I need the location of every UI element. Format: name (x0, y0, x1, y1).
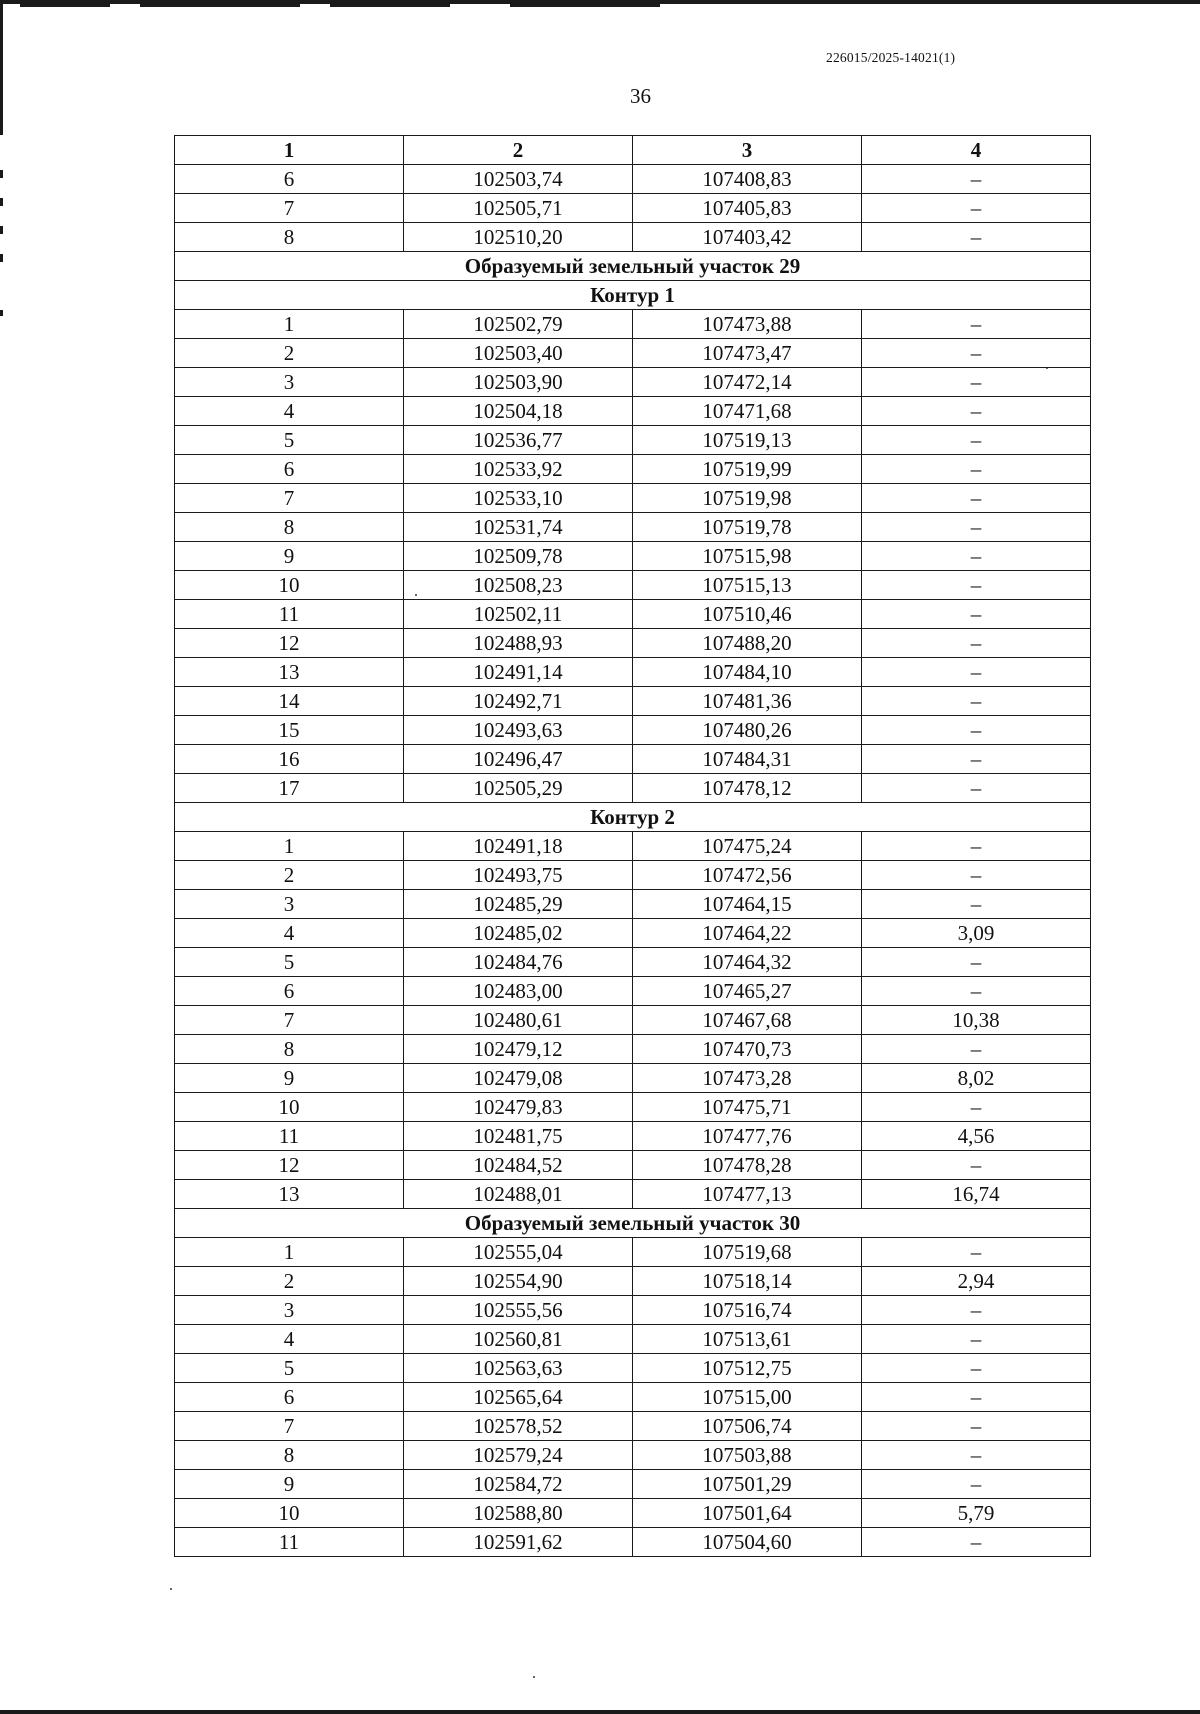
x-coordinate-cell: 102555,04 (404, 1238, 633, 1267)
value-cell: – (862, 310, 1091, 339)
y-coordinate-cell: 107405,83 (633, 194, 862, 223)
value-cell: – (862, 426, 1091, 455)
table-row (175, 687, 1091, 716)
y-coordinate-cell: 107477,13 (633, 1180, 862, 1209)
scan-artifact (140, 4, 300, 7)
coordinates-table (174, 135, 1091, 1557)
point-number-cell: 15 (175, 716, 404, 745)
point-number-cell: 1 (175, 1238, 404, 1267)
value-cell: – (862, 513, 1091, 542)
table-row (175, 455, 1091, 484)
y-coordinate-cell: 107480,26 (633, 716, 862, 745)
value-cell: – (862, 1383, 1091, 1412)
y-coordinate-cell: 107478,12 (633, 774, 862, 803)
section-title: Образуемый земельный участок 30 (175, 1209, 1091, 1238)
table-row (175, 368, 1091, 397)
point-number-cell: 10 (175, 571, 404, 600)
table-row (175, 1528, 1091, 1557)
point-number-cell: 3 (175, 1296, 404, 1325)
table-row (175, 745, 1091, 774)
x-coordinate-cell: 102563,63 (404, 1354, 633, 1383)
scan-artifact (0, 226, 3, 234)
column-header: 3 (633, 136, 862, 165)
x-coordinate-cell: 102531,74 (404, 513, 633, 542)
y-coordinate-cell: 107464,22 (633, 919, 862, 948)
point-number-cell: 7 (175, 484, 404, 513)
section-row (175, 252, 1091, 281)
value-cell: – (862, 368, 1091, 397)
table-row (175, 1354, 1091, 1383)
value-cell: – (862, 1528, 1091, 1557)
point-number-cell: 10 (175, 1093, 404, 1122)
x-coordinate-cell: 102510,20 (404, 223, 633, 252)
section-title: Контур 2 (175, 803, 1091, 832)
y-coordinate-cell: 107467,68 (633, 1006, 862, 1035)
x-coordinate-cell: 102491,18 (404, 832, 633, 861)
value-cell: – (862, 658, 1091, 687)
value-cell: – (862, 165, 1091, 194)
value-cell: – (862, 861, 1091, 890)
table-row (175, 513, 1091, 542)
point-number-cell: 8 (175, 513, 404, 542)
point-number-cell: 9 (175, 1064, 404, 1093)
table-row (175, 861, 1091, 890)
point-number-cell: 8 (175, 1441, 404, 1470)
y-coordinate-cell: 107470,73 (633, 1035, 862, 1064)
y-coordinate-cell: 107464,32 (633, 948, 862, 977)
point-number-cell: 7 (175, 194, 404, 223)
table-row (175, 600, 1091, 629)
x-coordinate-cell: 102579,24 (404, 1441, 633, 1470)
x-coordinate-cell: 102503,74 (404, 165, 633, 194)
table-row (175, 716, 1091, 745)
x-coordinate-cell: 102491,14 (404, 658, 633, 687)
point-number-cell: 3 (175, 890, 404, 919)
y-coordinate-cell: 107504,60 (633, 1528, 862, 1557)
point-number-cell: 9 (175, 1470, 404, 1499)
scan-artifact (20, 4, 110, 7)
y-coordinate-cell: 107471,68 (633, 397, 862, 426)
value-cell: – (862, 542, 1091, 571)
table-row (175, 542, 1091, 571)
x-coordinate-cell: 102485,29 (404, 890, 633, 919)
value-cell: – (862, 484, 1091, 513)
y-coordinate-cell: 107477,76 (633, 1122, 862, 1151)
document-number: 226015/2025-14021(1) (826, 50, 956, 65)
point-number-cell: 7 (175, 1412, 404, 1441)
y-coordinate-cell: 107519,13 (633, 426, 862, 455)
x-coordinate-cell: 102504,18 (404, 397, 633, 426)
y-coordinate-cell: 107481,36 (633, 687, 862, 716)
value-cell: – (862, 1412, 1091, 1441)
value-cell: – (862, 977, 1091, 1006)
value-cell: 16,74 (862, 1180, 1091, 1209)
table-row (175, 1122, 1091, 1151)
table-row (175, 832, 1091, 861)
table-row (175, 1383, 1091, 1412)
point-number-cell: 14 (175, 687, 404, 716)
value-cell: – (862, 1470, 1091, 1499)
value-cell: – (862, 455, 1091, 484)
x-coordinate-cell: 102578,52 (404, 1412, 633, 1441)
y-coordinate-cell: 107515,98 (633, 542, 862, 571)
value-cell: – (862, 1238, 1091, 1267)
point-number-cell: 12 (175, 629, 404, 658)
point-number-cell: 2 (175, 339, 404, 368)
y-coordinate-cell: 107478,28 (633, 1151, 862, 1180)
y-coordinate-cell: 107465,27 (633, 977, 862, 1006)
x-coordinate-cell: 102533,92 (404, 455, 633, 484)
table-row (175, 310, 1091, 339)
value-cell: 10,38 (862, 1006, 1091, 1035)
value-cell: – (862, 745, 1091, 774)
point-number-cell: 6 (175, 165, 404, 194)
x-coordinate-cell: 102488,93 (404, 629, 633, 658)
table-row (175, 1151, 1091, 1180)
point-number-cell: 6 (175, 977, 404, 1006)
x-coordinate-cell: 102502,11 (404, 600, 633, 629)
value-cell: – (862, 223, 1091, 252)
point-number-cell: 4 (175, 919, 404, 948)
x-coordinate-cell: 102554,90 (404, 1267, 633, 1296)
point-number-cell: 4 (175, 397, 404, 426)
value-cell: – (862, 1093, 1091, 1122)
x-coordinate-cell: 102483,00 (404, 977, 633, 1006)
point-number-cell: 6 (175, 1383, 404, 1412)
scan-artifact (330, 4, 450, 7)
y-coordinate-cell: 107473,88 (633, 310, 862, 339)
value-cell: – (862, 1151, 1091, 1180)
y-coordinate-cell: 107484,10 (633, 658, 862, 687)
y-coordinate-cell: 107513,61 (633, 1325, 862, 1354)
point-number-cell: 2 (175, 1267, 404, 1296)
x-coordinate-cell: 102488,01 (404, 1180, 633, 1209)
x-coordinate-cell: 102484,52 (404, 1151, 633, 1180)
value-cell: 5,79 (862, 1499, 1091, 1528)
table-row (175, 1267, 1091, 1296)
point-number-cell: 17 (175, 774, 404, 803)
value-cell: – (862, 890, 1091, 919)
value-cell: – (862, 1296, 1091, 1325)
column-header: 4 (862, 136, 1091, 165)
value-cell: 4,56 (862, 1122, 1091, 1151)
x-coordinate-cell: 102493,75 (404, 861, 633, 890)
value-cell: – (862, 1441, 1091, 1470)
y-coordinate-cell: 107515,13 (633, 571, 862, 600)
value-cell: – (862, 716, 1091, 745)
x-coordinate-cell: 102565,64 (404, 1383, 633, 1412)
table-row (175, 890, 1091, 919)
value-cell: 8,02 (862, 1064, 1091, 1093)
x-coordinate-cell: 102591,62 (404, 1528, 633, 1557)
scan-border-bottom (0, 1710, 1200, 1714)
x-coordinate-cell: 102584,72 (404, 1470, 633, 1499)
value-cell: – (862, 832, 1091, 861)
table-row (175, 1093, 1091, 1122)
scan-speck (533, 1676, 535, 1678)
section-title: Образуемый земельный участок 29 (175, 252, 1091, 281)
y-coordinate-cell: 107475,24 (633, 832, 862, 861)
scan-speck (170, 1588, 172, 1590)
y-coordinate-cell: 107519,99 (633, 455, 862, 484)
x-coordinate-cell: 102509,78 (404, 542, 633, 571)
x-coordinate-cell: 102588,80 (404, 1499, 633, 1528)
y-coordinate-cell: 107473,28 (633, 1064, 862, 1093)
y-coordinate-cell: 107472,56 (633, 861, 862, 890)
x-coordinate-cell: 102503,40 (404, 339, 633, 368)
x-coordinate-cell: 102505,29 (404, 774, 633, 803)
y-coordinate-cell: 107512,75 (633, 1354, 862, 1383)
point-number-cell: 1 (175, 832, 404, 861)
x-coordinate-cell: 102536,77 (404, 426, 633, 455)
x-coordinate-cell: 102503,90 (404, 368, 633, 397)
x-coordinate-cell: 102484,76 (404, 948, 633, 977)
value-cell: – (862, 339, 1091, 368)
y-coordinate-cell: 107403,42 (633, 223, 862, 252)
point-number-cell: 13 (175, 1180, 404, 1209)
x-coordinate-cell: 102479,12 (404, 1035, 633, 1064)
table-row (175, 977, 1091, 1006)
table-body (175, 165, 1091, 1557)
y-coordinate-cell: 107503,88 (633, 1441, 862, 1470)
table-row (175, 339, 1091, 368)
point-number-cell: 8 (175, 223, 404, 252)
x-coordinate-cell: 102493,63 (404, 716, 633, 745)
point-number-cell: 5 (175, 1354, 404, 1383)
table-row (175, 1064, 1091, 1093)
table-row (175, 1412, 1091, 1441)
y-coordinate-cell: 107473,47 (633, 339, 862, 368)
y-coordinate-cell: 107518,14 (633, 1267, 862, 1296)
point-number-cell: 13 (175, 658, 404, 687)
table-row (175, 1499, 1091, 1528)
point-number-cell: 7 (175, 1006, 404, 1035)
scan-artifact (510, 4, 660, 7)
y-coordinate-cell: 107484,31 (633, 745, 862, 774)
point-number-cell: 9 (175, 542, 404, 571)
x-coordinate-cell: 102560,81 (404, 1325, 633, 1354)
table-row (175, 948, 1091, 977)
table-row (175, 1006, 1091, 1035)
scan-border-left (0, 0, 3, 135)
y-coordinate-cell: 107515,00 (633, 1383, 862, 1412)
table-row (175, 165, 1091, 194)
y-coordinate-cell: 107464,15 (633, 890, 862, 919)
x-coordinate-cell: 102479,08 (404, 1064, 633, 1093)
table-row (175, 1296, 1091, 1325)
table-row (175, 1470, 1091, 1499)
point-number-cell: 11 (175, 600, 404, 629)
page-number: 36 (630, 84, 651, 108)
x-coordinate-cell: 102485,02 (404, 919, 633, 948)
column-header: 2 (404, 136, 633, 165)
point-number-cell: 1 (175, 310, 404, 339)
section-row (175, 281, 1091, 310)
x-coordinate-cell: 102496,47 (404, 745, 633, 774)
point-number-cell: 11 (175, 1528, 404, 1557)
value-cell: – (862, 1325, 1091, 1354)
y-coordinate-cell: 107519,78 (633, 513, 862, 542)
table-row (175, 658, 1091, 687)
x-coordinate-cell: 102502,79 (404, 310, 633, 339)
point-number-cell: 6 (175, 455, 404, 484)
point-number-cell: 16 (175, 745, 404, 774)
scan-artifact (0, 170, 3, 178)
table-row (175, 426, 1091, 455)
table-row (175, 571, 1091, 600)
x-coordinate-cell: 102505,71 (404, 194, 633, 223)
value-cell: – (862, 1354, 1091, 1383)
table-row (175, 1035, 1091, 1064)
value-cell: – (862, 600, 1091, 629)
y-coordinate-cell: 107519,68 (633, 1238, 862, 1267)
y-coordinate-cell: 107488,20 (633, 629, 862, 658)
x-coordinate-cell: 102533,10 (404, 484, 633, 513)
value-cell: – (862, 397, 1091, 426)
table-header-row (175, 136, 1091, 165)
value-cell: – (862, 571, 1091, 600)
y-coordinate-cell: 107501,29 (633, 1470, 862, 1499)
y-coordinate-cell: 107506,74 (633, 1412, 862, 1441)
x-coordinate-cell: 102555,56 (404, 1296, 633, 1325)
table-row (175, 774, 1091, 803)
column-header: 1 (175, 136, 404, 165)
y-coordinate-cell: 107472,14 (633, 368, 862, 397)
table-row (175, 629, 1091, 658)
table-row (175, 919, 1091, 948)
y-coordinate-cell: 107516,74 (633, 1296, 862, 1325)
table-row (175, 1325, 1091, 1354)
section-row (175, 803, 1091, 832)
point-number-cell: 5 (175, 426, 404, 455)
table-row (175, 397, 1091, 426)
y-coordinate-cell: 107519,98 (633, 484, 862, 513)
x-coordinate-cell: 102492,71 (404, 687, 633, 716)
x-coordinate-cell: 102508,23 (404, 571, 633, 600)
x-coordinate-cell: 102479,83 (404, 1093, 633, 1122)
point-number-cell: 5 (175, 948, 404, 977)
table-row (175, 1180, 1091, 1209)
y-coordinate-cell: 107408,83 (633, 165, 862, 194)
value-cell: – (862, 1035, 1091, 1064)
point-number-cell: 12 (175, 1151, 404, 1180)
value-cell: – (862, 194, 1091, 223)
point-number-cell: 10 (175, 1499, 404, 1528)
value-cell: – (862, 774, 1091, 803)
x-coordinate-cell: 102481,75 (404, 1122, 633, 1151)
value-cell: 2,94 (862, 1267, 1091, 1296)
scan-artifact (0, 254, 3, 262)
scan-artifact (0, 198, 3, 206)
value-cell: – (862, 687, 1091, 716)
value-cell: – (862, 629, 1091, 658)
section-row (175, 1209, 1091, 1238)
table-row (175, 1441, 1091, 1470)
scan-artifact (0, 310, 3, 316)
value-cell: 3,09 (862, 919, 1091, 948)
x-coordinate-cell: 102480,61 (404, 1006, 633, 1035)
section-title: Контур 1 (175, 281, 1091, 310)
point-number-cell: 8 (175, 1035, 404, 1064)
point-number-cell: 3 (175, 368, 404, 397)
value-cell: – (862, 948, 1091, 977)
table-row (175, 194, 1091, 223)
table-row (175, 484, 1091, 513)
y-coordinate-cell: 107510,46 (633, 600, 862, 629)
y-coordinate-cell: 107475,71 (633, 1093, 862, 1122)
table-row (175, 223, 1091, 252)
point-number-cell: 2 (175, 861, 404, 890)
point-number-cell: 4 (175, 1325, 404, 1354)
point-number-cell: 11 (175, 1122, 404, 1151)
y-coordinate-cell: 107501,64 (633, 1499, 862, 1528)
table-row (175, 1238, 1091, 1267)
